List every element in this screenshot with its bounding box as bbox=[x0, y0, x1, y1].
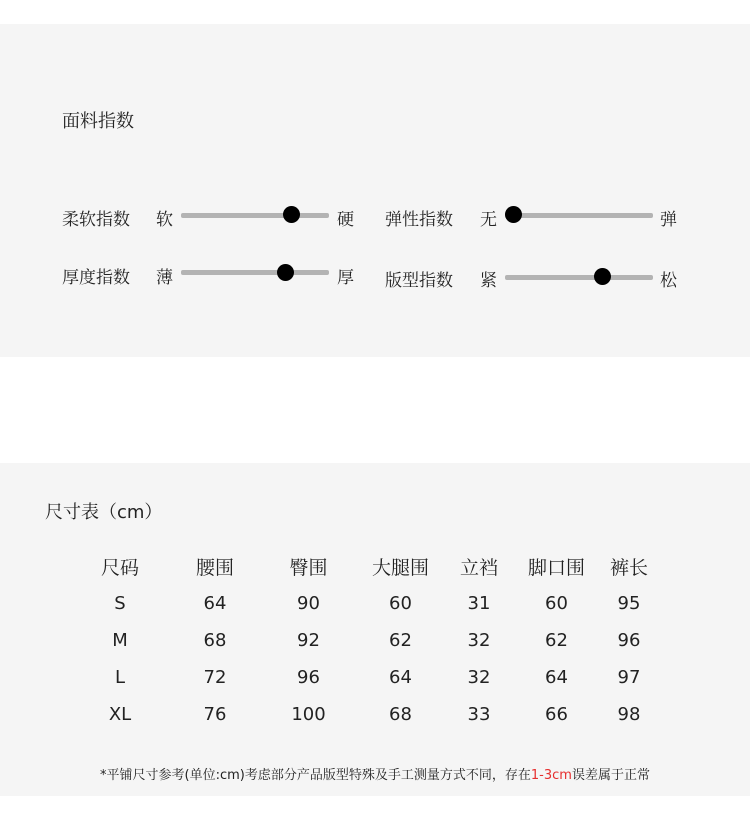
cell-hip: 90 bbox=[297, 593, 320, 614]
fit-slider-knob bbox=[594, 268, 611, 285]
cell-size: S bbox=[114, 593, 126, 614]
header-leg-opening: 脚口围 bbox=[527, 557, 585, 579]
elasticity-slider-knob bbox=[505, 206, 522, 223]
cell-rise: 32 bbox=[467, 630, 491, 651]
size-chart-panel bbox=[0, 463, 750, 796]
cell-waist: 76 bbox=[203, 704, 227, 725]
note-highlight: 1-3cm bbox=[530, 768, 572, 783]
softness-high-label: 硬 bbox=[337, 210, 354, 230]
size-table-header-row bbox=[0, 548, 654, 585]
table-row bbox=[0, 696, 654, 733]
cell-length: 95 bbox=[617, 593, 641, 614]
header-rise: 立裆 bbox=[459, 557, 498, 579]
elasticity-index-label: 弹性指数 bbox=[385, 210, 453, 230]
cell-thigh: 64 bbox=[389, 667, 412, 688]
softness-index-label: 柔软指数 bbox=[62, 210, 130, 230]
fabric-index-title: 面料指数 bbox=[62, 111, 134, 132]
cell-thigh: 60 bbox=[389, 593, 412, 614]
cell-thigh: 68 bbox=[389, 704, 412, 725]
elasticity-low-label: 无 bbox=[480, 210, 497, 230]
header-length: 裤长 bbox=[609, 557, 648, 579]
note-suffix: 误差属于正常 bbox=[571, 768, 650, 783]
cell-size: L bbox=[114, 667, 126, 688]
cell-length: 96 bbox=[617, 630, 641, 651]
thickness-index-label: 厚度指数 bbox=[62, 268, 130, 288]
header-size: 尺码 bbox=[100, 557, 139, 579]
cell-hip: 100 bbox=[291, 704, 326, 725]
softness-low-label: 软 bbox=[156, 210, 173, 230]
size-chart-title: 尺寸表（cm） bbox=[45, 502, 163, 523]
fabric-index-panel bbox=[0, 24, 750, 357]
cell-length: 98 bbox=[617, 704, 641, 725]
size-table bbox=[0, 548, 654, 733]
header-waist: 腰围 bbox=[195, 557, 234, 579]
cell-rise: 32 bbox=[467, 667, 491, 688]
cell-thigh: 62 bbox=[389, 630, 412, 651]
cell-leg-opening: 60 bbox=[545, 593, 568, 614]
cell-size: XL bbox=[108, 704, 132, 725]
fit-low-label: 紧 bbox=[480, 271, 497, 291]
thickness-high-label: 厚 bbox=[337, 268, 354, 288]
fit-slider-track bbox=[505, 275, 653, 280]
elasticity-high-label: 弹 bbox=[660, 210, 677, 230]
thickness-slider-track bbox=[181, 270, 329, 275]
table-row bbox=[0, 585, 654, 622]
cell-waist: 72 bbox=[203, 667, 227, 688]
softness-slider-knob bbox=[283, 206, 300, 223]
thickness-low-label: 薄 bbox=[156, 268, 173, 288]
fit-high-label: 松 bbox=[660, 271, 677, 291]
cell-rise: 31 bbox=[467, 593, 491, 614]
thickness-slider-knob bbox=[277, 264, 294, 281]
cell-hip: 92 bbox=[297, 630, 320, 651]
fit-index-label: 版型指数 bbox=[385, 271, 453, 291]
cell-rise: 33 bbox=[467, 704, 491, 725]
cell-size: M bbox=[112, 630, 128, 651]
cell-leg-opening: 66 bbox=[545, 704, 568, 725]
header-hip: 臀围 bbox=[289, 557, 328, 579]
cell-waist: 64 bbox=[203, 593, 227, 614]
cell-hip: 96 bbox=[297, 667, 320, 688]
header-thigh: 大腿围 bbox=[371, 557, 429, 579]
cell-length: 97 bbox=[617, 667, 641, 688]
cell-waist: 68 bbox=[203, 630, 227, 651]
cell-leg-opening: 62 bbox=[545, 630, 568, 651]
elasticity-slider-track bbox=[505, 213, 653, 218]
cell-leg-opening: 64 bbox=[545, 667, 568, 688]
measurement-note bbox=[0, 764, 750, 783]
softness-slider-track bbox=[181, 213, 329, 218]
table-row bbox=[0, 659, 654, 696]
table-row bbox=[0, 622, 654, 659]
note-prefix: *平铺尺寸参考(单位:cm)考虑部分产品版型特殊及手工测量方式不同，存在 bbox=[100, 768, 531, 783]
